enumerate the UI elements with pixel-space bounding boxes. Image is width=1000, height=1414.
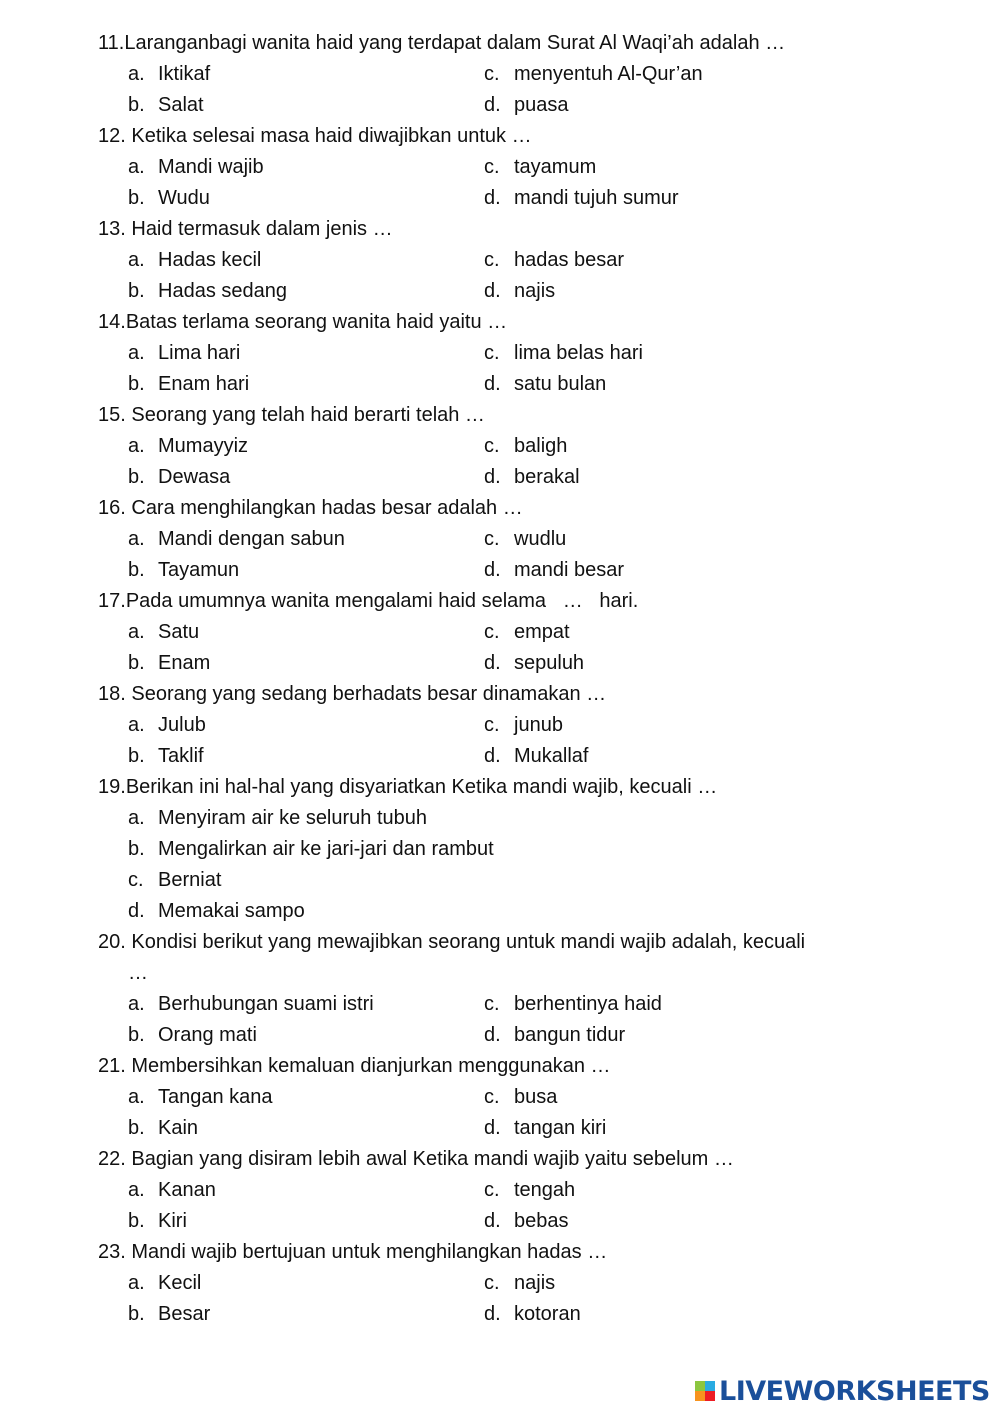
option-row [98,276,878,307]
logo-mark-square [695,1391,705,1401]
logo-mark-icon [695,1381,715,1401]
question-block [98,307,878,400]
answer-option[interactable] [128,276,287,307]
question-stem [98,586,878,617]
option-letter: d. [484,373,501,395]
answer-option[interactable] [484,338,643,369]
option-text: Salat [158,94,204,116]
answer-option[interactable] [484,555,624,586]
option-letter: a. [128,156,145,178]
question-stem [98,307,878,338]
option-letter: d. [484,94,501,116]
question-block [98,1051,878,1144]
answer-option[interactable] [484,1268,555,1299]
answer-option[interactable] [128,865,221,896]
answer-option[interactable] [484,245,624,276]
question-stem [98,214,878,245]
option-text: berhentinya haid [514,993,662,1015]
option-row [98,152,878,183]
option-text: Lima hari [158,342,241,364]
option-text: Menyiram air ke seluruh tubuh [158,807,428,829]
option-letter: c. [484,1272,500,1294]
option-text: Kecil [158,1272,202,1294]
option-letter: c. [484,1086,500,1108]
answer-option[interactable] [128,1113,198,1144]
answer-option[interactable] [128,741,204,772]
option-row [98,1113,878,1144]
option-row [98,803,878,834]
option-text: Kain [158,1117,199,1139]
answer-option[interactable] [484,1113,606,1144]
answer-option[interactable] [484,369,606,400]
option-text: Taklif [158,745,204,767]
option-letter: d. [484,745,501,767]
option-text: bebas [514,1210,569,1232]
option-letter: b. [128,1024,145,1046]
option-letter: c. [484,342,500,364]
question-block [98,1237,878,1330]
option-letter: b. [128,1117,145,1139]
option-letter: b. [128,187,145,209]
answer-option[interactable] [484,276,555,307]
question-text: Cara menghilangkan hadas besar adalah … [125,497,523,519]
question-stem [98,121,878,152]
option-letter: b. [128,280,145,302]
answer-option[interactable] [484,741,588,772]
question-block [98,214,878,307]
answer-option[interactable] [128,1082,273,1113]
option-letter: a. [128,807,145,829]
question-number: 16. [98,497,126,519]
option-row [98,431,878,462]
answer-option[interactable] [128,183,210,214]
option-letter: c. [484,1179,500,1201]
answer-option[interactable] [484,1299,581,1330]
option-text: Besar [158,1303,211,1325]
answer-option[interactable] [128,617,199,648]
option-text: Iktikaf [158,63,211,85]
option-text: lima belas hari [514,342,643,364]
answer-option[interactable] [484,152,596,183]
option-letter: d. [484,466,501,488]
option-letter: c. [484,435,500,457]
option-text: mandi tujuh sumur [514,187,679,209]
question-text: Kondisi berikut yang mewajibkan seorang untuk mandi wajib adalah, kecuali [125,931,806,953]
answer-option[interactable] [128,555,239,586]
question-text: Ketika selesai masa haid diwajibkan untuk … [125,125,532,147]
question-text: Mandi wajib bertujuan untuk menghilangkan hadas … [125,1241,608,1263]
answer-option[interactable] [128,989,374,1020]
option-letter: c. [128,869,144,891]
option-text: puasa [514,94,569,116]
question-stem [98,772,878,803]
option-text: Enam [158,652,211,674]
option-letter: d. [484,280,501,302]
option-text: Orang mati [158,1024,257,1046]
answer-option[interactable] [484,710,563,741]
option-letter: d. [484,1117,501,1139]
worksheet [98,28,878,1330]
option-text: Enam hari [158,373,250,395]
option-letter: d. [484,1303,501,1325]
option-letter: a. [128,63,145,85]
question-stem [98,493,878,524]
answer-option[interactable] [484,59,703,90]
answer-option[interactable] [484,524,566,555]
question-text-continued: … [128,962,148,984]
option-text: wudlu [514,528,567,550]
question-text: Bagian yang disiram lebih awal Ketika mandi wajib yaitu sebelum … [125,1148,734,1170]
question-stem [98,28,878,59]
option-letter: d. [128,900,145,922]
option-row [98,369,878,400]
answer-option[interactable] [484,617,570,648]
question-block [98,772,878,927]
answer-option[interactable] [484,1175,575,1206]
answer-option[interactable] [484,1082,557,1113]
option-text: Hadas sedang [158,280,287,302]
answer-option[interactable] [484,1020,625,1051]
option-letter: a. [128,249,145,271]
question-text: Batas terlama seorang wanita haid yaitu … [125,311,508,333]
option-row [98,90,878,121]
question-number: 22. [98,1148,126,1170]
option-letter: c. [484,156,500,178]
option-text: empat [514,621,570,643]
option-text: mandi besar [514,559,625,581]
option-text: Mumayyiz [158,435,249,457]
option-letter: a. [128,993,145,1015]
option-text: Kiri [158,1210,187,1232]
answer-option[interactable] [128,1299,210,1330]
option-text: menyentuh Al-Qur’an [514,63,703,85]
question-number: 18. [98,683,126,705]
option-letter: b. [128,466,145,488]
option-text: sepuluh [514,652,585,674]
option-letter: b. [128,745,145,767]
answer-option[interactable] [484,648,584,679]
question-number: 12. [98,125,126,147]
question-block [98,400,878,493]
option-row [98,989,878,1020]
option-row [98,865,878,896]
option-text: Mandi dengan sabun [158,528,345,550]
option-row [98,648,878,679]
option-row [98,524,878,555]
answer-option[interactable] [128,462,230,493]
option-row [98,1082,878,1113]
option-text: Tayamun [158,559,240,581]
option-text: Hadas kecil [158,249,262,271]
option-letter: c. [484,63,500,85]
answer-option[interactable] [128,338,240,369]
answer-option[interactable] [128,648,210,679]
answer-option[interactable] [128,1020,257,1051]
option-letter: a. [128,435,145,457]
option-letter: a. [128,342,145,364]
question-number: 17. [98,590,126,612]
answer-option[interactable] [484,431,567,462]
option-letter: a. [128,1086,145,1108]
answer-option[interactable] [128,524,345,555]
answer-option[interactable] [128,896,305,927]
option-letter: c. [484,993,500,1015]
question-block [98,28,878,121]
option-text: najis [514,1272,556,1294]
answer-option[interactable] [484,462,580,493]
option-letter: d. [484,652,501,674]
answer-option[interactable] [484,989,662,1020]
answer-option[interactable] [128,1206,187,1237]
question-number: 13. [98,218,126,240]
option-letter: b. [128,559,145,581]
option-row [98,896,878,927]
option-row [98,183,878,214]
question-number: 20. [98,931,126,953]
answer-option[interactable] [484,183,679,214]
option-letter: b. [128,1303,145,1325]
option-row [98,834,878,865]
option-text: Mandi wajib [158,156,264,178]
question-text: Haid termasuk dalam jenis … [125,218,393,240]
option-row [98,59,878,90]
question-block [98,586,878,679]
question-text: Berikan ini hal-hal yang disyariatkan Ketika mandi wajib, kecuali … [125,776,718,798]
option-text: Kanan [158,1179,216,1201]
option-letter: d. [484,187,501,209]
question-number: 23. [98,1241,126,1263]
option-letter: b. [128,652,145,674]
question-text: Seorang yang telah haid berarti telah … [125,404,485,426]
option-letter: a. [128,621,145,643]
option-text: Satu [158,621,200,643]
question-number: 14. [98,311,126,333]
question-block [98,679,878,772]
answer-option[interactable] [128,245,261,276]
logo-text: LIVEWORKSHEETS [719,1375,990,1407]
answer-option[interactable] [128,834,494,865]
question-number: 15. [98,404,126,426]
option-row [98,1299,878,1330]
question-number: 11. [98,32,125,54]
option-letter: a. [128,1179,145,1201]
option-letter: d. [484,559,501,581]
question-block [98,493,878,586]
answer-option[interactable] [128,90,204,121]
option-letter: c. [484,528,500,550]
answer-option[interactable] [128,369,249,400]
option-letter: b. [128,94,145,116]
question-stem [98,1237,878,1268]
option-row [98,1206,878,1237]
option-letter: b. [128,373,145,395]
answer-option[interactable] [128,803,427,834]
option-row [98,741,878,772]
option-text: Tangan kana [158,1086,273,1108]
option-text: hadas besar [514,249,625,271]
question-block [98,927,878,1051]
option-letter: a. [128,528,145,550]
liveworksheets-logo [695,1376,990,1406]
question-block [98,1144,878,1237]
option-text: berakal [514,466,580,488]
option-text: busa [514,1086,558,1108]
option-row [98,338,878,369]
question-number: 19. [98,776,126,798]
question-number: 21. [98,1055,126,1077]
option-text: baligh [514,435,568,457]
option-letter: a. [128,714,145,736]
option-letter: c. [484,249,500,271]
option-text: kotoran [514,1303,581,1325]
option-text: tengah [514,1179,576,1201]
option-text: najis [514,280,556,302]
option-text: tangan kiri [514,1117,607,1139]
logo-mark-square [695,1381,705,1391]
question-stem [98,1051,878,1082]
question-stem [98,1144,878,1175]
option-letter: b. [128,1210,145,1232]
answer-option[interactable] [128,1175,216,1206]
option-text: bangun tidur [514,1024,626,1046]
option-text: Julub [158,714,206,736]
answer-option[interactable] [484,1206,569,1237]
logo-mark-square [705,1381,715,1391]
logo-mark-square [705,1391,715,1401]
answer-option[interactable] [128,431,248,462]
option-row [98,617,878,648]
option-text: Memakai sampo [158,900,305,922]
option-row [98,710,878,741]
option-text: Wudu [158,187,210,209]
option-text: Berniat [158,869,222,891]
option-text: Mukallaf [514,745,589,767]
answer-option[interactable] [128,152,264,183]
option-row [98,462,878,493]
option-letter: c. [484,714,500,736]
option-letter: a. [128,1272,145,1294]
option-row [98,555,878,586]
answer-option[interactable] [128,710,206,741]
option-row [98,1268,878,1299]
answer-option[interactable] [128,1268,201,1299]
option-letter: d. [484,1024,501,1046]
question-stem [98,400,878,431]
option-text: satu bulan [514,373,607,395]
question-text: Membersihkan kemaluan dianjurkan menggunakan … [125,1055,611,1077]
question-text: Pada umumnya wanita mengalami haid selama … hari. [125,590,639,612]
question-block [98,121,878,214]
option-text: Berhubungan suami istri [158,993,374,1015]
answer-option[interactable] [484,90,569,121]
option-letter: b. [128,838,145,860]
option-text: junub [514,714,563,736]
option-row [98,245,878,276]
option-text: Mengalirkan air ke jari-jari dan rambut [158,838,494,860]
question-stem [98,679,878,710]
question-stem [98,927,878,958]
option-text: tayamum [514,156,597,178]
question-text: Laranganbagi wanita haid yang terdapat dalam Surat Al Waqi’ah adalah … [124,32,786,54]
option-row [98,1175,878,1206]
option-letter: d. [484,1210,501,1232]
option-text: Dewasa [158,466,231,488]
option-row [98,1020,878,1051]
answer-option[interactable] [128,59,210,90]
option-letter: c. [484,621,500,643]
question-text: Seorang yang sedang berhadats besar dinamakan … [125,683,607,705]
